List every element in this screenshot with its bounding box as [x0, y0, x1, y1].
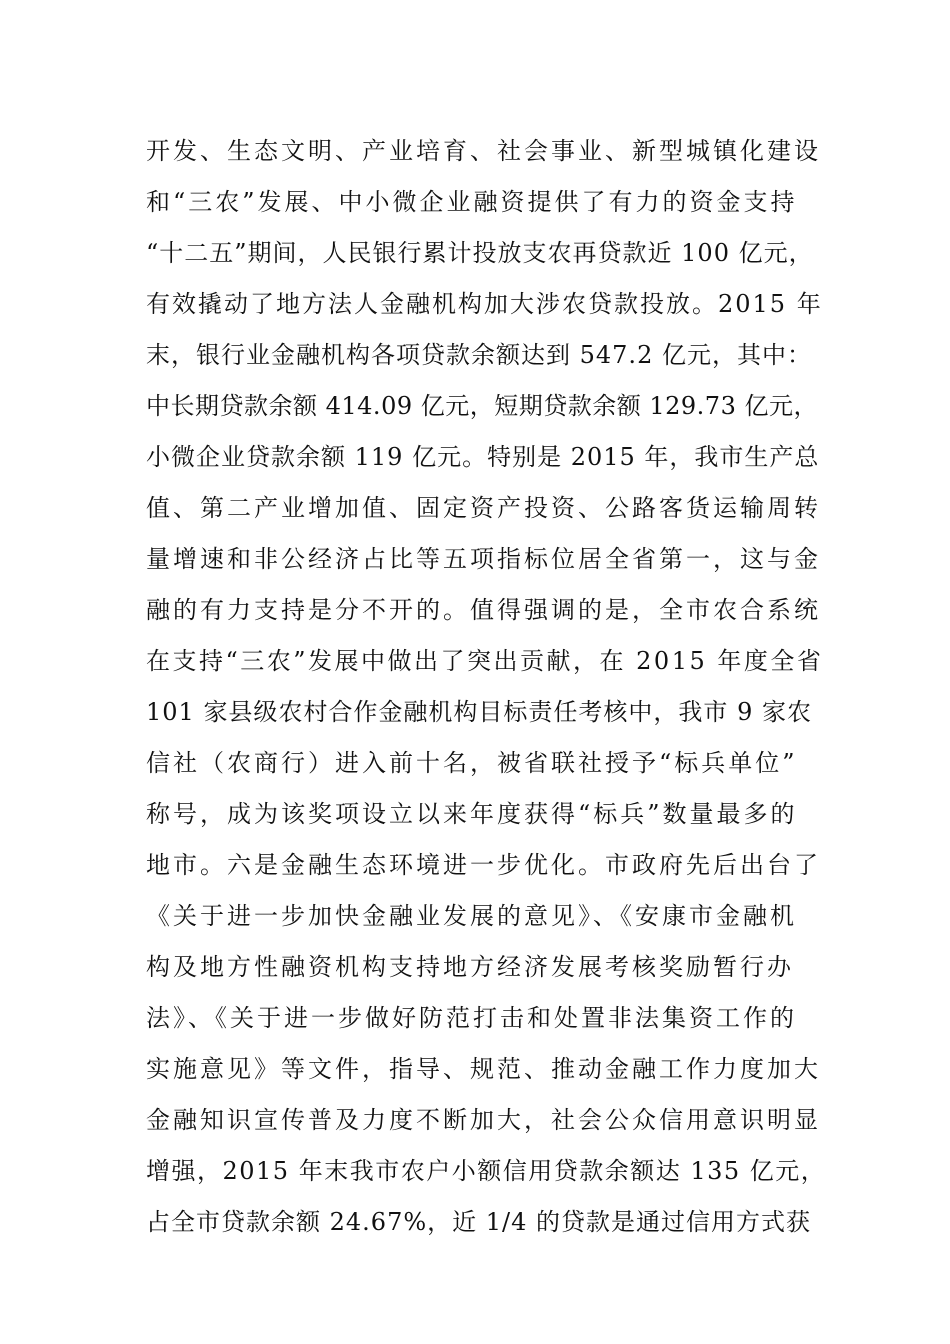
- body-text: [146, 126, 826, 1248]
- text-line: 有效撬动了地方法人金融机构加大涉农贷款投放。2015 年: [146, 290, 823, 318]
- text-line: 开发、生态文明、产业培育、社会事业、新型城镇化建设: [146, 137, 821, 165]
- text-line: 末，银行业金融机构各项贷款余额达到 547.2 亿元，其中：: [146, 341, 812, 369]
- text-line: 地市。六是金融生态环境进一步优化。市政府先后出台了: [146, 851, 821, 879]
- text-line: 中长期贷款余额 414.09 亿元，短期贷款余额 129.73 亿元，: [146, 392, 818, 420]
- text-line: 构及地方性融资机构支持地方经济发展考核奖励暂行办: [146, 953, 794, 981]
- text-line: 101 家县级农村合作金融机构目标责任考核中，我市 9 家农: [146, 698, 812, 726]
- text-line: 信社（农商行）进入前十名，被省联社授予“标兵单位”: [146, 749, 798, 777]
- text-line: 称号，成为该奖项设立以来年度获得“标兵”数量最多的: [146, 800, 798, 828]
- text-line: 实施意见》等文件，指导、规范、推动金融工作力度加大: [146, 1055, 821, 1083]
- text-line: 法》、《关于进一步做好防范打击和处置非法集资工作的: [146, 1004, 797, 1032]
- text-line: 金融知识宣传普及力度不断加大，社会公众信用意识明显: [146, 1106, 821, 1134]
- text-line: 小微企业贷款余额 119 亿元。特别是 2015 年，我市生产总: [146, 443, 820, 471]
- text-line: “十二五”期间，人民银行累计投放支农再贷款近 100 亿元，: [146, 239, 814, 267]
- text-line: 增强，2015 年末我市农户小额信用贷款余额达 135 亿元，: [146, 1157, 827, 1185]
- text-line: 占全市贷款余额 24.67%，近 1/4 的贷款是通过信用方式获: [146, 1208, 812, 1236]
- text-line: 在支持“三农”发展中做出了突出贡献，在 2015 年度全省: [146, 647, 824, 675]
- text-line: 《关于进一步加快金融业发展的意见》、《安康市金融机: [146, 902, 797, 930]
- text-line: 融的有力支持是分不开的。值得强调的是，全市农合系统: [146, 596, 821, 624]
- text-line: 值、第二产业增加值、固定资产投资、公路客货运输周转: [146, 494, 821, 522]
- text-line: 量增速和非公经济占比等五项指标位居全省第一，这与金: [146, 545, 821, 573]
- text-line: 和“三农”发展、中小微企业融资提供了有力的资金支持: [146, 188, 798, 216]
